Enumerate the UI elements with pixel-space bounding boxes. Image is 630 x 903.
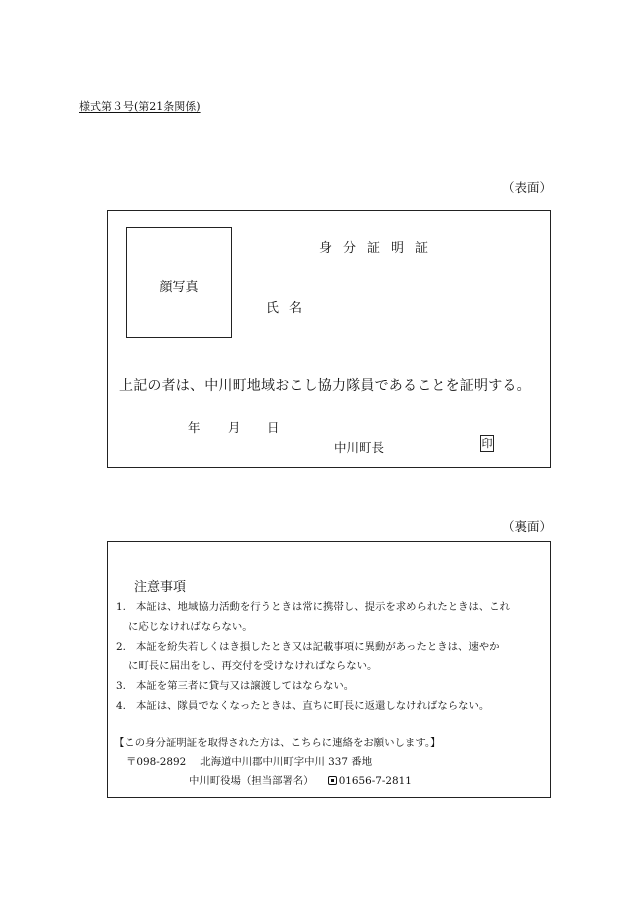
contact-request: 【この身分証明証を取得された方は、こちらに連絡をお願いします。】 — [114, 737, 441, 749]
front-side-label: （表面） — [502, 180, 553, 195]
postal-code: 〒098-2892 — [126, 756, 187, 768]
id-card-front — [107, 210, 551, 468]
photo-label: 顔写真 — [159, 280, 199, 295]
notice-text-continued: に応じなければならない。 — [128, 620, 253, 633]
seal-mark: 印 — [481, 437, 493, 450]
notice-number: 3. — [116, 680, 126, 693]
photo-box — [126, 227, 232, 338]
address: 北海道中川郡中川町字中川 337 番地 — [200, 756, 373, 768]
contact-address-line — [114, 753, 440, 772]
card-title: 身分証明証 — [319, 241, 440, 256]
notice-item — [116, 697, 546, 717]
notice-item — [116, 638, 546, 678]
notice-item — [116, 677, 546, 697]
office-name: 中川町役場（担当部署名） — [189, 775, 314, 787]
notice-list — [116, 598, 546, 717]
form-number-label: 様式第３号(第21条関係) — [79, 100, 201, 113]
notice-text: 本証は、地域協力活動を行うときは常に携帯し、提示を求められたときは、これ — [136, 601, 511, 613]
date-year-label: 年 — [188, 420, 201, 435]
mayor-label: 中川町長 — [334, 440, 385, 455]
notice-text: 本証を第三者に貸与又は譲渡してはならない。 — [136, 680, 355, 693]
notice-item — [116, 598, 546, 638]
notice-text: 本証は、隊員でなくなったときは、直ちに町長に返還しなければならない。 — [136, 699, 490, 712]
id-card-back — [107, 541, 551, 798]
certification-text: 上記の者は、中川町地域おこし協力隊員であることを証明する。 — [119, 378, 531, 394]
date-day-label: 日 — [267, 420, 280, 435]
contact-office-line — [114, 772, 440, 791]
back-side-label: （裏面） — [502, 519, 553, 534]
notice-number: 2. — [116, 640, 126, 653]
phone-number: 01656-7-2811 — [338, 775, 412, 787]
name-label: 氏名 — [266, 301, 313, 316]
notice-text: 本証を紛失若しくはき損したとき又は記載事項に異動があったときは、速やか — [136, 640, 500, 653]
notice-number: 1. — [116, 601, 126, 613]
contact-block — [114, 734, 440, 791]
date-month-label: 月 — [228, 420, 241, 435]
notice-number: 4. — [116, 699, 126, 712]
notice-heading: 注意事項 — [134, 580, 187, 595]
notice-text-continued: に町長に届出をし、再交付を受けなければならない。 — [128, 660, 378, 673]
phone-icon — [328, 776, 337, 785]
